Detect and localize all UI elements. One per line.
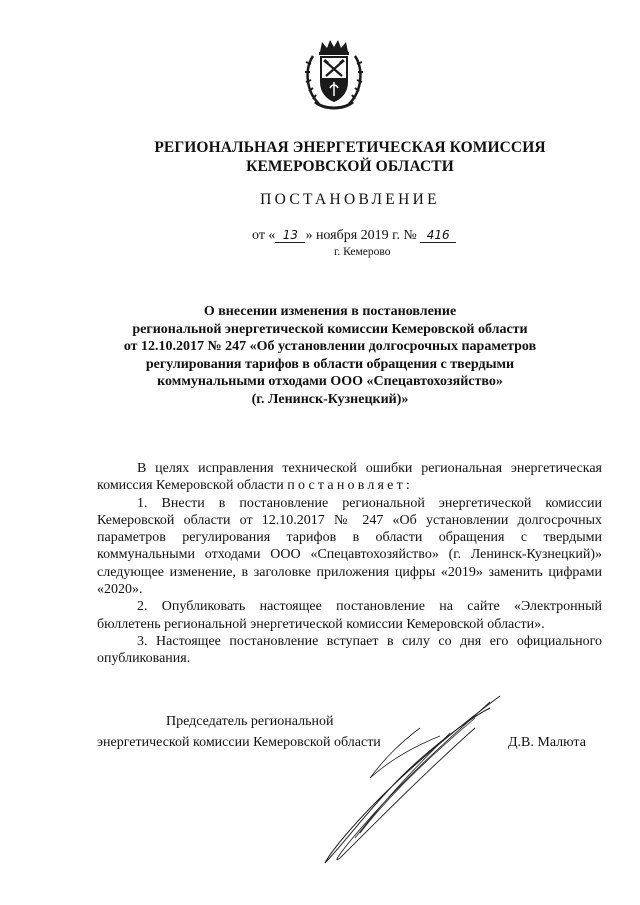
subject-line: регулирования тарифов в области обращения с твердыми [145, 356, 515, 372]
item-3-paragraph: 3. Настоящее постановление вступает в силу со дня его официального опубликования. [97, 633, 602, 667]
date-prefix: от « [252, 228, 276, 243]
city-name: г. Кемерово [334, 246, 391, 258]
kemerovo-coat-of-arms-icon [303, 38, 365, 112]
date-middle: » ноября 2019 г. № [305, 228, 417, 243]
intro-text: В целях исправления технической ошибки региональная энергетическая комиссия Кемеровской области [97, 461, 602, 494]
handwritten-signature-icon [300, 688, 520, 878]
intro-paragraph [97, 460, 602, 495]
date-day-handwritten: 13 [275, 228, 305, 243]
subject-line: (г. Ленинск-Кузнецкий)» [251, 391, 409, 407]
document-body [97, 460, 602, 668]
subject-line: от 12.10.2017 № 247 «Об установлении долгосрочных параметров [123, 339, 537, 355]
signatory-name: Д.В. Малюта [508, 735, 586, 750]
date-number-line [252, 228, 456, 244]
document-subject [100, 303, 560, 409]
signatory-title-line2: энергетической комиссии Кемеровской области [97, 735, 381, 750]
document-number-handwritten: 416 [420, 228, 456, 243]
item-1-paragraph: 1. Внести в постановление региональной энергетической комиссии Кемеровской области от 12.10.2017 № 247 «Об установлении долгосрочных параметров регулирования тарифов в области обращения с твердыми коммунальными отходами ООО «Спецавтохозяйство» (г. Ленинск-Кузнецкий)» следующее изменение, в заголовке приложения цифры «2019» заменить цифрами «2020». [97, 495, 602, 598]
subject-line: коммунальными отходами ООО «Спецавтохозяйство» [157, 374, 503, 390]
document-type-title: ПОСТАНОВЛЕНИЕ [260, 191, 440, 208]
organization-name-line2: КЕМЕРОВСКОЙ ОБЛАСТИ [246, 158, 454, 175]
organization-name-line1: РЕГИОНАЛЬНАЯ ЭНЕРГЕТИЧЕСКАЯ КОМИССИЯ [154, 139, 546, 156]
signatory-title-line1: Председатель региональной [166, 714, 334, 729]
decree-word: постановляет: [287, 478, 413, 494]
subject-line: О внесении изменения в постановление [203, 304, 457, 319]
item-2-paragraph: 2. Опубликовать настоящее постановление на сайте «Электронный бюллетень региональной энергетической комиссии Кемеровской области». [97, 599, 602, 632]
subject-line: региональной энергетической комиссии Кемеровской области [132, 321, 528, 337]
